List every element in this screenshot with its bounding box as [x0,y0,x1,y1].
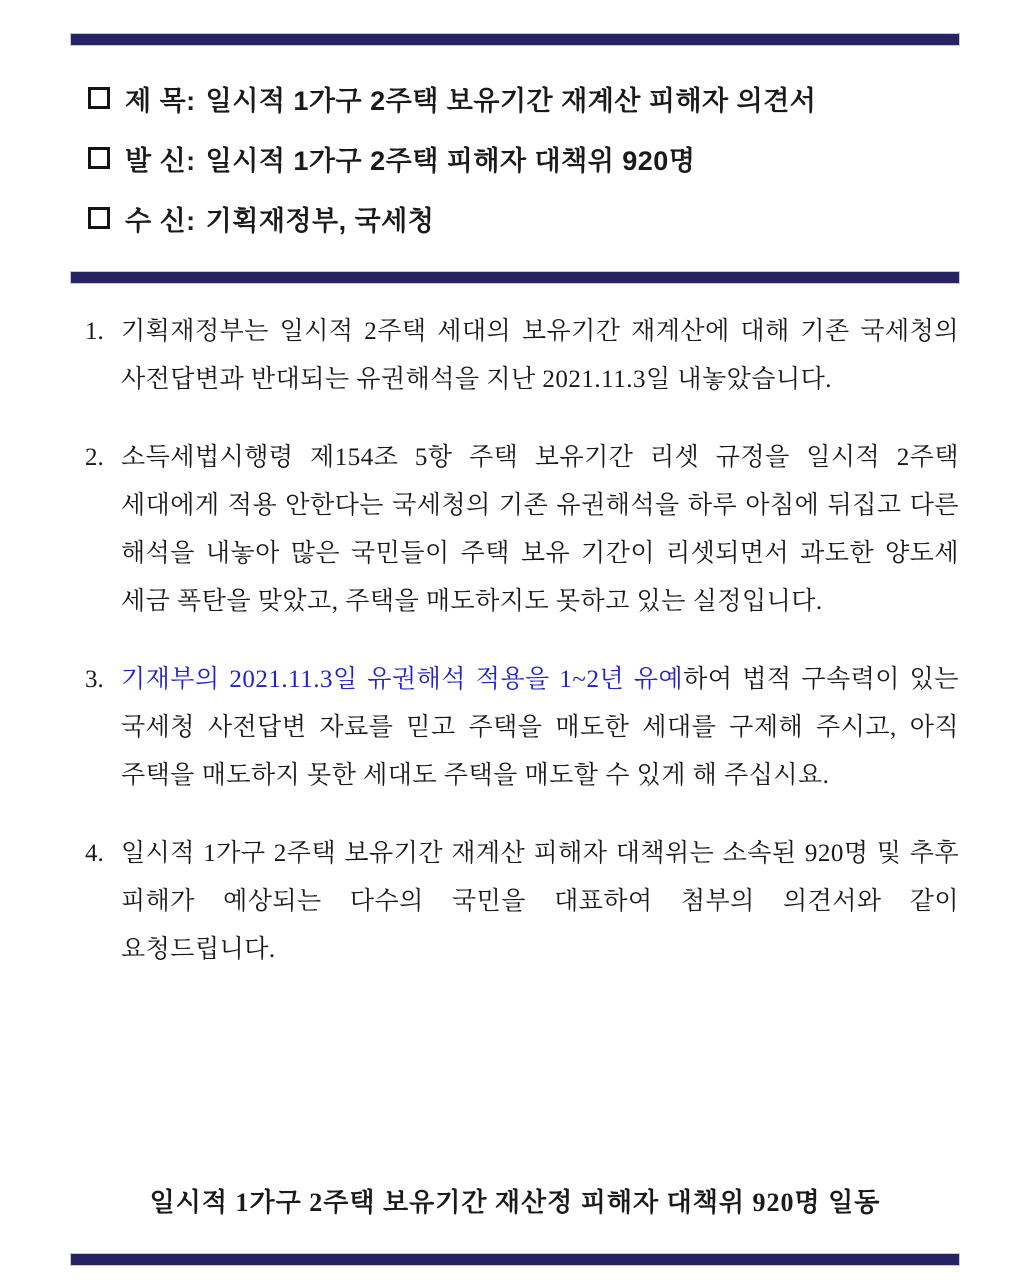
header-row-sender [88,144,968,176]
paragraph-number: 1. [85,318,104,345]
bottom-divider [70,1253,960,1266]
header-sender-value: 일시적 1가구 2주택 피해자 대책위 920명 [205,145,696,176]
checkbox-icon [88,147,110,169]
highlighted-text: 기재부의 2021.11.3일 유권해석 적용을 1~2년 유예 [121,666,684,693]
paragraph-number: 4. [85,840,104,867]
checkbox-icon [88,87,110,109]
signature-line: 일시적 1가구 2주택 보유기간 재산정 피해자 대책위 920명 일동 [149,1188,881,1217]
paragraph-text [121,656,959,800]
header-divider [70,271,960,284]
paragraph-text [121,434,959,626]
paragraph-2 [85,434,959,626]
paragraph-3 [85,656,959,800]
document-header [88,84,968,264]
paragraph-text [121,308,959,404]
paragraph-body: 소득세법시행령 제154조 5항 주택 보유기간 리셋 규정을 일시적 2주택 세대에게 적용 안한다는 국세청의 기존 유권해석을 하루 아침에 뒤집고 다른 해석을 내놓아 많은 국민들이 주택 보유 기간이 리셋되면서 과도한 양도세 세금 폭탄을 맞았고, 주택을 매도하지도 못하고 있는 실정입니다. [121,444,959,615]
header-sender-label: 발 신: [125,145,196,176]
header-subject-text [125,79,816,118]
header-row-recipient [88,204,968,236]
paragraph-body: 하여 법적 구속력이 있는 국세청 사전답변 자료를 믿고 주택을 매도한 세대를 구제해 주시고, 아직 주택을 매도하지 못한 세대도 주택을 매도할 수 있게 해 주십시요. [121,666,959,789]
header-sender-text [125,139,695,178]
paragraph-1 [85,308,959,404]
paragraph-number: 2. [85,444,104,471]
header-subject-value: 일시적 1가구 2주택 보유기간 재계산 피해자 의견서 [205,85,817,116]
paragraph-4 [85,830,959,974]
header-recipient-value: 기획재정부, 국세청 [205,205,435,236]
header-recipient-label: 수 신: [125,205,196,236]
paragraph-number: 3. [85,666,104,693]
paragraph-body: 일시적 1가구 2주택 보유기간 재계산 피해자 대책위는 소속된 920명 및 추후 피해가 예상되는 다수의 국민을 대표하여 첨부의 의견서와 같이 요청드립니다. [121,840,959,963]
header-subject-label: 제 목: [125,85,196,116]
header-row-subject [88,84,968,116]
header-recipient-text [125,199,434,238]
paragraph-text [121,830,959,974]
top-divider [70,33,960,46]
paragraph-body: 기획재정부는 일시적 2주택 세대의 보유기간 재계산에 대해 기존 국세청의 사전답변과 반대되는 유권해석을 지난 2021.11.3일 내놓았습니다. [121,318,959,393]
checkbox-icon [88,207,110,229]
document-body [85,308,959,1004]
